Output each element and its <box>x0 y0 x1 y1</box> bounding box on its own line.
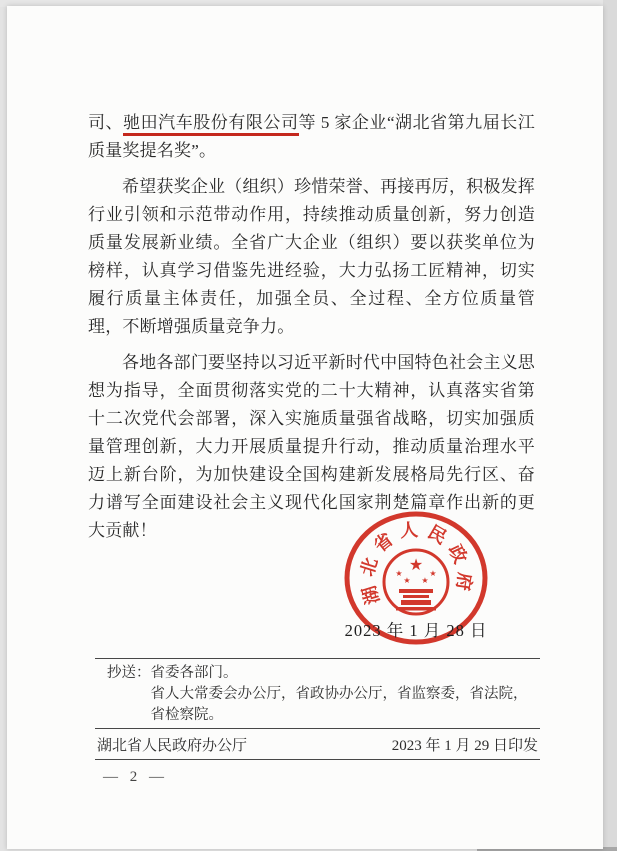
paragraph-prefix: 司、 <box>88 113 124 132</box>
svg-text:★: ★ <box>429 569 437 578</box>
paragraph-hope: 希望获奖企业（组织）珍惜荣誉、再接再厉，积极发挥行业引领和示范带动作用，持续推动质量创新，努力创造质量发展新业绩。全省广大企业（组织）要以获奖单位为榜样，认真学习借鉴先进经验，大力弘扬工匠精神，切实履行质量主体责任，加强全员、全过程、全方位质量管理，不断增强质量竞争力。 <box>88 177 535 336</box>
cc-line: 省检察院。 <box>150 707 223 723</box>
body-text <box>88 109 535 545</box>
print-date: 2023 年 1 月 29 日印发 <box>391 737 538 754</box>
svg-text:★: ★ <box>395 569 403 578</box>
cc-recipients <box>151 663 528 726</box>
cc-label: 抄送： <box>107 665 151 681</box>
issuer-row <box>95 729 540 759</box>
cc-line: 省人大常委会办公厅，省政协办公厅，省监察委，省法院， <box>150 686 528 702</box>
seal-block <box>340 510 492 660</box>
cc-block <box>95 659 540 728</box>
national-emblem-icon <box>384 550 448 614</box>
scan-edge-right <box>603 0 617 851</box>
issuer-name: 湖北省人民政府办公厅 <box>97 737 248 754</box>
svg-text:★: ★ <box>421 576 429 585</box>
paragraph-requirements: 各地各部门要坚持以习近平新时代中国特色社会主义思想为指导，全面贯彻落实党的二十大精神，认真落实省第十二次党代会部署，深入实施质量强省战略，切实加强质量管理创新，大力开展质量提升行动，推动质量治理水平迈上新台阶，为加快建设全国构建新发展格局先行区、奋力谱写全面建设社会主义现代化国家荆楚篇章作出新的更大贡献！ <box>88 353 535 540</box>
svg-text:★: ★ <box>408 557 424 574</box>
paragraph-award-list <box>88 109 535 165</box>
seal-date: 2023 年 1 月 28 日 <box>344 621 488 640</box>
company-name-underlined: 驰田汽车股份有限公司 <box>123 113 298 136</box>
paragraph-suffix: 等 5 家企业“湖北省第九届长江质量奖提名奖”。 <box>88 113 536 160</box>
document-footer <box>95 658 540 786</box>
document-page <box>7 6 603 849</box>
seal-authority-text: 湖北省人民政府 <box>356 519 476 607</box>
footer-rule-bottom <box>95 759 540 760</box>
svg-text:★: ★ <box>403 576 411 585</box>
cc-line: 省委各部门。 <box>150 665 238 681</box>
page-number: — 2 — <box>103 769 168 785</box>
